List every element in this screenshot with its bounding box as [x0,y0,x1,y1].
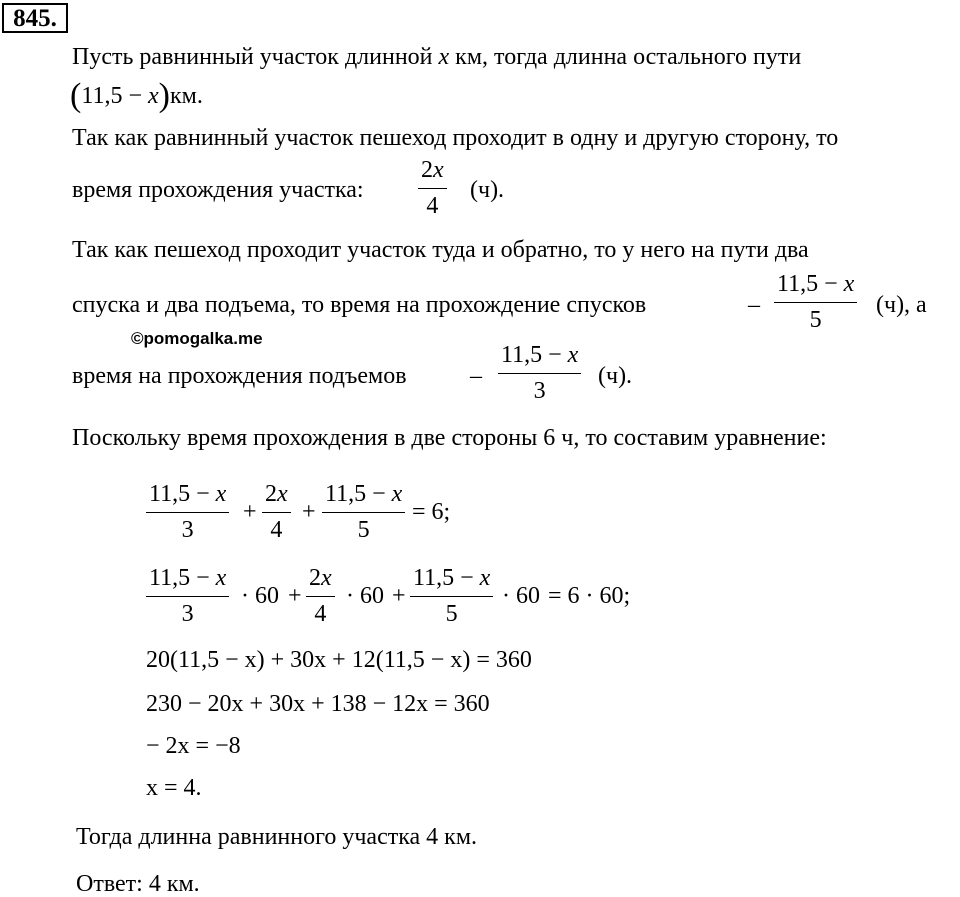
answer: Ответ: 4 км. [76,871,200,897]
equation-4: 230 − 20x + 30x + 138 − 12x = 360 [146,691,490,717]
fraction-2x-over-4: 2x 4 [418,158,447,218]
equation-3: 20(11,5 − x) + 30x + 12(11,5 − x) = 360 [146,647,532,673]
paragraph-2-line-1: Так как равнинный участок пешеход проходит в одну и другую сторону, то [72,125,839,151]
eq1-rhs: = 6; [412,499,451,525]
paragraph-3-line-2: спуска и два подъема, то время на прохождение спусков [72,292,647,318]
p1-text-b: км, тогда длинна остального пути [455,44,802,70]
p2-unit: (ч). [470,177,505,203]
paragraph-2-line-2: время прохождения участка: [72,177,364,203]
eq1-plus-1: + [243,499,257,525]
paragraph-1-line-1 [72,45,801,69]
eq2-times-60-2: · 60 [346,583,384,609]
paragraph-4-line: время на прохождения подъемов [72,363,407,389]
eq1-fraction-1: 11,5 − x 3 [146,482,229,542]
eq2-plus-1: + [288,583,302,609]
fraction-11-5-minus-x-over-5: 11,5 − x 5 [774,272,857,332]
p3-unit: (ч), а [876,292,927,318]
eq2-times-60-1: · 60 [241,583,279,609]
equation-6: x = 4. [146,775,202,801]
paragraph-1-line-2: (11,5 − x)км. [70,77,203,114]
p1-expr-num: 11,5 − [81,83,142,109]
eq2-times-60-3: · 60 [502,583,540,609]
p1-expr-unit: км. [169,83,203,109]
p1-variable: x [438,44,450,70]
watermark: ©pomogalka.me [131,329,263,348]
p1-text-a: Пусть равнинный участок длинной [72,44,433,70]
eq2-rhs: = 6 · 60; [548,583,631,609]
eq2-fraction-2: 2x 4 [306,566,335,626]
eq2-plus-2: + [392,583,406,609]
eq1-fraction-3: 11,5 − x 5 [322,482,405,542]
dash: – [748,292,760,318]
conclusion: Тогда длинна равнинного участка 4 км. [76,824,478,850]
p4-unit: (ч). [598,363,633,389]
fraction-11-5-minus-x-over-3: 11,5 − x 3 [498,343,581,403]
eq2-fraction-1: 11,5 − x 3 [146,566,229,626]
eq1-plus-2: + [302,499,316,525]
equation-5: − 2x = −8 [146,733,241,759]
eq1-fraction-2: 2x 4 [262,482,291,542]
dash-2: – [470,363,482,389]
paragraph-5-line: Поскольку время прохождения в две стороны 6 ч, то составим уравнение: [72,425,827,451]
problem-number: 845. [2,3,68,33]
paragraph-3-line-1: Так как пешеход проходит участок туда и обратно, то у него на пути два [72,237,809,263]
eq2-fraction-3: 11,5 − x 5 [410,566,493,626]
p1-expr-var: x [147,83,159,109]
